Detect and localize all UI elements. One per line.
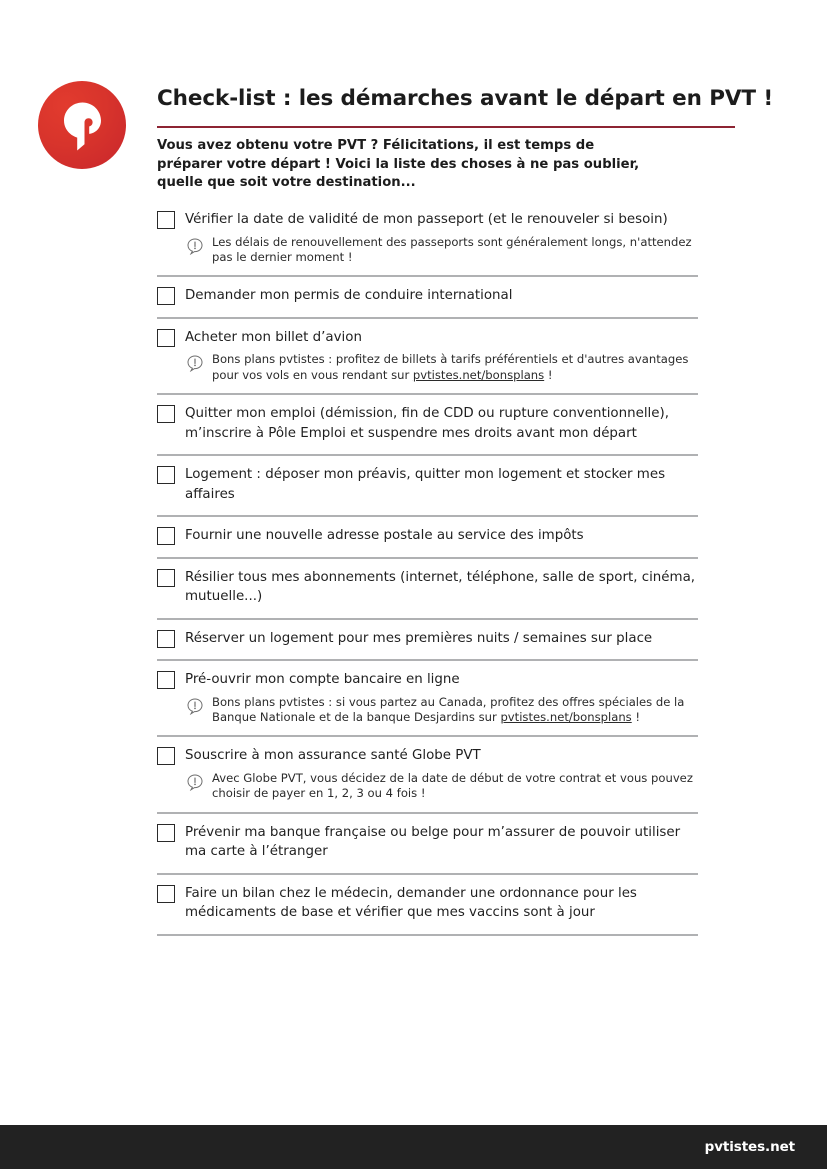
checklist-item-label: Fournir une nouvelle adresse postale au service des impôts — [185, 528, 584, 544]
checklist-item-row[interactable] — [157, 277, 698, 317]
checklist-item-label: Vérifier la date de validité de mon passeport (et le renouveler si besoin) — [185, 212, 668, 227]
checkbox-icon[interactable] — [157, 569, 175, 587]
page-header — [0, 0, 827, 200]
note-text-suffix: ! — [544, 367, 553, 382]
checklist-item — [157, 277, 698, 319]
checklist-item-row[interactable] — [157, 559, 698, 618]
pvtistes-logo-icon — [38, 81, 126, 169]
checklist-item — [157, 319, 698, 395]
note-text-body: Les délais de renouvellement des passeports sont généralement longs, n'attendez pas le dernier moment ! — [212, 234, 692, 264]
checkbox-icon[interactable] — [157, 287, 175, 305]
checklist-item — [157, 875, 698, 936]
page-title: Check-list : les démarches avant le départ en PVT ! — [157, 86, 774, 111]
checkbox-icon[interactable] — [157, 405, 175, 423]
bonsplans-link[interactable]: pvtistes.net/bonsplans — [500, 710, 632, 725]
checklist-item-note — [186, 352, 698, 393]
checklist-item-note — [186, 771, 698, 812]
info-bubble-icon — [186, 697, 204, 715]
checkbox-icon[interactable] — [157, 211, 175, 229]
checklist-item-row[interactable] — [157, 517, 698, 557]
checklist-item-row[interactable] — [157, 620, 698, 660]
checklist-item — [157, 201, 698, 277]
checklist-item-label: Résilier tous mes abonnements (internet, téléphone, salle de sport, cinéma, mutuelle...) — [185, 569, 696, 605]
checklist-item-label: Prévenir ma banque française ou belge pour m’assurer de pouvoir utiliser ma carte à l’étranger — [185, 824, 681, 860]
checklist-item-note-text — [212, 352, 698, 383]
checklist-item — [157, 456, 698, 517]
checklist-item-label: Quitter mon emploi (démission, fin de CDD ou rupture conventionnelle), m’inscrire à Pôle Emploi et suspendre mes droits avant mon départ — [185, 406, 669, 441]
checkbox-icon[interactable] — [157, 747, 175, 765]
checklist-item-note-text — [212, 695, 698, 726]
checkbox-icon[interactable] — [157, 630, 175, 648]
note-text-body: Bons plans pvtistes : si vous partez au Canada, profitez des offres spéciales de la Banque Nationale et de la banque Desjardins sur — [212, 694, 685, 725]
checklist-item-row[interactable] — [157, 875, 698, 934]
checklist-item-note — [186, 235, 698, 276]
checklist-item — [157, 620, 698, 662]
checkbox-icon[interactable] — [157, 466, 175, 484]
bonsplans-link[interactable]: pvtistes.net/bonsplans — [412, 367, 545, 382]
checklist-item-row[interactable] — [157, 201, 698, 230]
checkbox-icon[interactable] — [157, 885, 175, 903]
checklist-item-label: Souscrire à mon assurance santé Globe PVT — [185, 748, 481, 764]
checklist-item — [157, 395, 698, 456]
checklist-item-row[interactable] — [157, 456, 698, 515]
checklist-item-label: Pré-ouvrir mon compte bancaire en ligne — [185, 672, 460, 688]
checklist-item-label: Réserver un logement pour mes premières nuits / semaines sur place — [185, 630, 653, 646]
note-text-body: Avec Globe PVT, vous décidez de la date de début de votre contrat et vous pouvez choisir de payer en 1, 2, 3 ou 4 fois ! — [212, 770, 693, 801]
checklist-container — [157, 201, 698, 936]
note-text-suffix: ! — [631, 710, 641, 725]
checklist-item — [157, 737, 698, 813]
checklist-item-label: Faire un bilan chez le médecin, demander une ordonnance pour les médicaments de base et vérifier que mes vaccins sont à jour — [185, 885, 637, 921]
footer-brand: pvtistes.net — [704, 1139, 795, 1155]
checklist-item — [157, 661, 698, 737]
page-footer — [0, 1125, 827, 1169]
checklist-item-note — [186, 695, 698, 736]
checklist-item-row[interactable] — [157, 319, 698, 348]
checklist-item-row[interactable] — [157, 395, 698, 454]
checkbox-icon[interactable] — [157, 329, 175, 347]
checklist-item-label: Logement : déposer mon préavis, quitter mon logement et stocker mes affaires — [185, 467, 666, 502]
checklist-item-label: Demander mon permis de conduire international — [185, 288, 513, 304]
info-bubble-icon — [186, 237, 204, 255]
checklist-item-row[interactable] — [157, 661, 698, 690]
checklist-item-note-text — [212, 771, 698, 802]
checklist-item-note-text — [212, 235, 698, 266]
checklist-item — [157, 559, 698, 620]
logo-pin-glyph — [38, 81, 126, 169]
checkbox-icon[interactable] — [157, 671, 175, 689]
checklist-item-row[interactable] — [157, 737, 698, 766]
checklist-item — [157, 814, 698, 875]
checklist-item-row[interactable] — [157, 814, 698, 873]
title-underline-rule — [157, 126, 735, 128]
intro-paragraph: Vous avez obtenu votre PVT ? Félicitations, il est temps de préparer votre départ ! Voici la liste des choses à ne pas oublier, quelle que soit votre destination... — [157, 138, 640, 191]
info-bubble-icon — [186, 354, 204, 372]
checklist-item-label: Acheter mon billet d’avion — [185, 329, 362, 345]
info-bubble-icon — [186, 773, 204, 791]
checkbox-icon[interactable] — [157, 824, 175, 842]
note-text-body: Bons plans pvtistes : profitez de billets à tarifs préférentiels et d'autres avantages pour vos vols en vous rendant sur — [212, 352, 689, 382]
checklist-item — [157, 517, 698, 559]
checkbox-icon[interactable] — [157, 527, 175, 545]
